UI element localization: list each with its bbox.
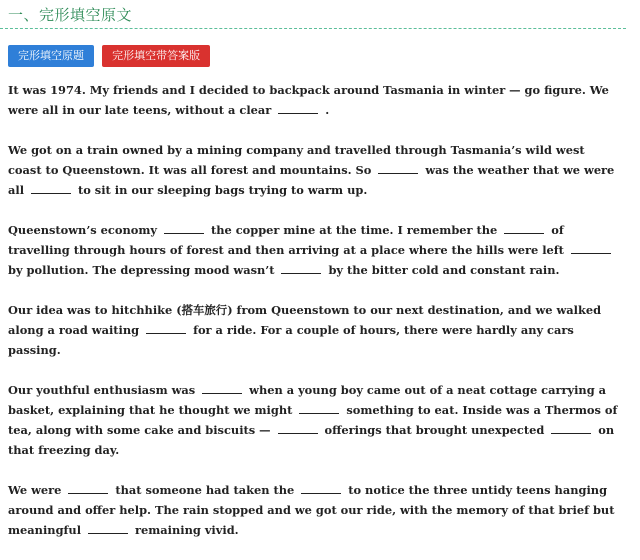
answer-blank (301, 480, 341, 494)
text-segment: by the bitter cold and constant rain. (328, 263, 560, 277)
answer-blank (571, 240, 611, 254)
text-segment: offerings that brought unexpected (324, 423, 545, 437)
answer-blank (278, 100, 318, 114)
text-segment: for a ride. For a couple of hours, there were hardly any cars passing. (8, 323, 574, 357)
text-segment: when a young boy came out of a neat cottage carrying a basket, explaining that he thought we might (8, 383, 607, 417)
text-segment: We were (8, 483, 62, 497)
answer-blank (202, 380, 242, 394)
answer-blank (504, 220, 544, 234)
text-segment: by pollution. The depressing mood wasn’t (8, 263, 275, 277)
answer-blank (299, 400, 339, 414)
text-segment: was the weather that we were all (8, 163, 615, 197)
text-segment: . (325, 103, 330, 117)
text-segment: Our youthful enthusiasm was (8, 383, 196, 397)
text-segment: We got on a train owned by a mining company and travelled through Tasmania’s wild west coast to Queenstown. It was all forest and mountains. So (8, 143, 585, 177)
answer-blank (281, 260, 321, 274)
paragraph-2 (8, 140, 620, 200)
paragraph-1 (8, 80, 620, 120)
answer-blank (88, 520, 128, 534)
passage (8, 80, 620, 560)
paragraph-6 (8, 480, 620, 540)
text-segment: of travelling through hours of forest and then arriving at a place where the hills were left (8, 223, 564, 257)
answer-blank (68, 480, 108, 494)
answer-blank (378, 160, 418, 174)
text-segment: It was 1974. My friends and I decided to backpack around Tasmania in winter — go figure. We were all in our late teens, without a clear (8, 83, 609, 117)
text-segment: the copper mine at the time. I remember the (210, 223, 498, 237)
paragraph-4 (8, 300, 620, 360)
text-segment: to sit in our sleeping bags trying to warm up. (77, 183, 368, 197)
text-segment: Our idea was to hitchhike (搭车旅行) from Queenstown to our next destination, and we walked along a road waiting (8, 303, 602, 337)
answer-blank (31, 180, 71, 194)
answer-blank (164, 220, 204, 234)
section-header (0, 0, 626, 29)
paragraph-3 (8, 220, 620, 280)
text-segment: on that freezing day. (8, 423, 615, 457)
text-segment: remaining vivid. (134, 523, 239, 537)
answer-blank (278, 420, 318, 434)
version-buttons (8, 45, 213, 68)
text-segment: to notice the three untidy teens hanging around and offer help. The rain stopped and we got our ride, with the memory of that brief but meaningful (8, 483, 615, 537)
text-segment: something to eat. Inside was a Thermos of tea, along with some cake and biscuits — (8, 403, 618, 437)
answer-blank (146, 320, 186, 334)
text-segment: that someone had taken the (115, 483, 295, 497)
original-cloze-button[interactable]: 完形填空原题 (8, 45, 94, 67)
paragraph-5 (8, 380, 620, 460)
section-title: 一、完形填空原文 (8, 6, 133, 24)
text-segment: Queenstown’s economy (8, 223, 158, 237)
answer-blank (551, 420, 591, 434)
answer-cloze-button[interactable]: 完形填空带答案版 (102, 45, 210, 67)
